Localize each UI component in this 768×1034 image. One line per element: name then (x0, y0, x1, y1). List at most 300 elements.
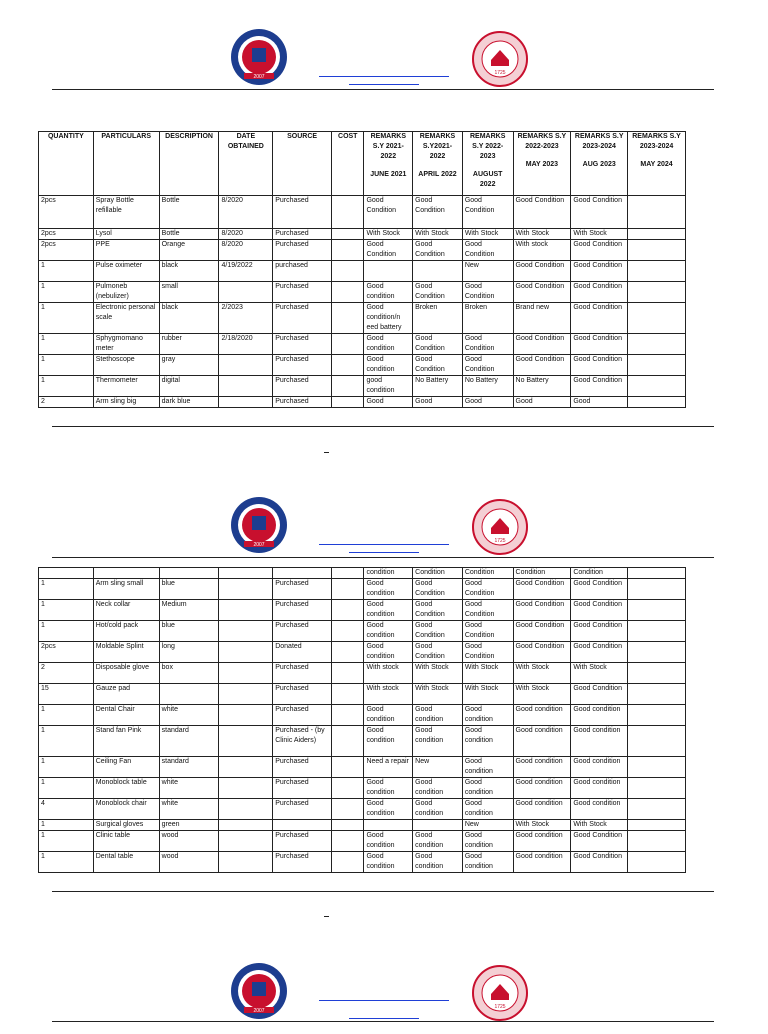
header-link-line[interactable] (319, 1000, 449, 1001)
cell-source: Purchased (273, 355, 332, 376)
cell-description: wood (159, 831, 219, 852)
cell-remarks-3: Good (462, 397, 513, 408)
cell-remarks-6 (628, 778, 686, 799)
cell-remarks-4: Good Condition (513, 334, 571, 355)
cell-remarks-5: With Stock (571, 820, 628, 831)
cell-cost (332, 726, 364, 757)
cell-remarks-2: Good condition (413, 831, 463, 852)
cell-particulars: Pulse oximeter (93, 261, 159, 282)
cell-description: rubber (159, 334, 219, 355)
svg-text:1725: 1725 (494, 538, 506, 544)
cell-date-obtained (219, 778, 273, 799)
cell-remarks-4: Good condition (513, 799, 571, 820)
cell-source: Purchased (273, 334, 332, 355)
cell-remarks-3: Good Condition (462, 282, 513, 303)
cell-quantity: 1 (39, 831, 94, 852)
col-remarks-6 (628, 132, 686, 196)
cell-description: white (159, 799, 219, 820)
cell-source (273, 820, 332, 831)
cell-remarks-1: Good condition (364, 799, 413, 820)
cell-cost (332, 757, 364, 778)
cell-source: Purchased (273, 579, 332, 600)
footer-rule (52, 426, 714, 427)
cell-remarks-6 (628, 376, 686, 397)
cell-remarks-5: Good Condition (571, 600, 628, 621)
remarks-sy: REMARKS S.Y 2021-2022 (370, 133, 406, 160)
cell-remarks-4: With stock (513, 240, 571, 261)
cell-remarks-1: Good (364, 397, 413, 408)
cell-cost (332, 303, 364, 334)
cell-remarks-3: Good Condition (462, 642, 513, 663)
col-particulars: PARTICULARS (93, 132, 159, 196)
cell-date-obtained: 2/18/2020 (219, 334, 273, 355)
cell-cost (332, 282, 364, 303)
cell-date-obtained (219, 282, 273, 303)
cell-quantity: 2 (39, 397, 94, 408)
cell-remarks-2: Good Condition (413, 600, 463, 621)
cell-remarks-6 (628, 568, 686, 579)
cell-description: green (159, 820, 219, 831)
cell-remarks-3: Good Condition (462, 196, 513, 229)
cell-remarks-2: Good condition (413, 726, 463, 757)
cell-remarks-6 (628, 684, 686, 705)
cell-particulars: Stethoscope (93, 355, 159, 376)
school-seal-logo (230, 962, 288, 1020)
cell-particulars: Disposable glove (93, 663, 159, 684)
cell-date-obtained (219, 663, 273, 684)
cell-date-obtained: 4/19/2022 (219, 261, 273, 282)
cell-remarks-1: Good condition (364, 831, 413, 852)
cell-description: white (159, 705, 219, 726)
table-row (39, 684, 686, 705)
cell-remarks-1 (364, 820, 413, 831)
cell-description: long (159, 642, 219, 663)
table-row (39, 820, 686, 831)
cell-particulars: Ceiling Fan (93, 757, 159, 778)
cell-remarks-3: With Stock (462, 684, 513, 705)
cell-remarks-4: Good Condition (513, 600, 571, 621)
cell-description: standard (159, 726, 219, 757)
table-row (39, 642, 686, 663)
col-remarks-4 (513, 132, 571, 196)
table-header-row (39, 132, 686, 196)
cell-particulars: Arm sling small (93, 579, 159, 600)
cell-remarks-6 (628, 799, 686, 820)
cell-particulars: PPE (93, 240, 159, 261)
cell-remarks-1: Good condition (364, 334, 413, 355)
cell-particulars: Spray Bottle refillable (93, 196, 159, 229)
cell-remarks-3: New (462, 820, 513, 831)
cell-remarks-3: Good condition (462, 852, 513, 873)
cell-date-obtained (219, 705, 273, 726)
cell-remarks-2 (413, 820, 463, 831)
cell-remarks-1: Good condition (364, 642, 413, 663)
table-row (39, 303, 686, 334)
cell-remarks-4: No Battery (513, 376, 571, 397)
cell-quantity: 4 (39, 799, 94, 820)
cell-description: standard (159, 757, 219, 778)
header-link-line[interactable] (349, 1018, 419, 1019)
cell-remarks-4: Good Condition (513, 579, 571, 600)
cell-remarks-5: Good condition (571, 705, 628, 726)
cell-remarks-1: condition (364, 568, 413, 579)
col-date-obtained: DATE OBTAINED (219, 132, 273, 196)
cell-remarks-1: Good Condition (364, 240, 413, 261)
table-row (39, 240, 686, 261)
cell-remarks-2: With Stock (413, 684, 463, 705)
cell-particulars: Dental Chair (93, 705, 159, 726)
cell-date-obtained (219, 568, 273, 579)
cell-source: Purchased (273, 303, 332, 334)
cell-remarks-2: No Battery (413, 376, 463, 397)
cell-remarks-2: Good Condition (413, 355, 463, 376)
cell-remarks-6 (628, 303, 686, 334)
table-row (39, 831, 686, 852)
cell-remarks-6 (628, 282, 686, 303)
cell-cost (332, 684, 364, 705)
cell-remarks-3: Good condition (462, 831, 513, 852)
cell-remarks-5: Good Condition (571, 642, 628, 663)
cell-description: Medium (159, 600, 219, 621)
table-row (39, 799, 686, 820)
remarks-sy: REMARKS S.Y 2022-2023 (517, 133, 567, 150)
cell-remarks-4: With Stock (513, 229, 571, 240)
cell-quantity: 1 (39, 778, 94, 799)
cell-remarks-1: With Stock (364, 229, 413, 240)
cell-remarks-6 (628, 663, 686, 684)
cell-quantity: 1 (39, 621, 94, 642)
col-cost: COST (332, 132, 364, 196)
cell-source: Purchased (273, 663, 332, 684)
col-description: DESCRIPTION (159, 132, 219, 196)
cell-remarks-5: Good Condition (571, 282, 628, 303)
cell-remarks-2: Good Condition (413, 334, 463, 355)
cell-source: Purchased (273, 196, 332, 229)
cell-cost (332, 568, 364, 579)
cell-remarks-2: Good condition (413, 705, 463, 726)
cell-remarks-4: Good (513, 397, 571, 408)
cell-date-obtained (219, 684, 273, 705)
header-link-line[interactable] (319, 544, 449, 545)
cell-remarks-2: Good Condition (413, 240, 463, 261)
table-row (39, 621, 686, 642)
cell-particulars: Dental table (93, 852, 159, 873)
header-rule (52, 1021, 714, 1022)
cell-description: white (159, 778, 219, 799)
cell-date-obtained: 8/2020 (219, 240, 273, 261)
cell-date-obtained: 8/2020 (219, 196, 273, 229)
cell-quantity: 1 (39, 355, 94, 376)
cell-quantity: 2 (39, 663, 94, 684)
table-row (39, 568, 686, 579)
cell-quantity: 2pcs (39, 196, 94, 229)
cell-source: purchased (273, 261, 332, 282)
cell-remarks-1: Good Condition (364, 196, 413, 229)
cell-remarks-5: Good condition (571, 799, 628, 820)
cell-remarks-6 (628, 240, 686, 261)
page-header-3 (0, 934, 768, 1034)
table-row (39, 282, 686, 303)
cell-cost (332, 663, 364, 684)
cell-source: Purchased (273, 831, 332, 852)
cell-cost (332, 229, 364, 240)
col-remarks-3 (462, 132, 513, 196)
cell-quantity: 1 (39, 579, 94, 600)
cell-description: blue (159, 621, 219, 642)
cell-quantity: 1 (39, 261, 94, 282)
cell-remarks-2: With Stock (413, 663, 463, 684)
cell-remarks-1: Good condition (364, 705, 413, 726)
table-row (39, 705, 686, 726)
cell-quantity: 1 (39, 757, 94, 778)
cell-remarks-4: Good condition (513, 778, 571, 799)
cell-particulars (93, 568, 159, 579)
cell-remarks-6 (628, 397, 686, 408)
cell-source: Purchased (273, 684, 332, 705)
cell-remarks-3: Good condition (462, 778, 513, 799)
cell-remarks-3: No Battery (462, 376, 513, 397)
cell-cost (332, 778, 364, 799)
cell-remarks-1: Good condition (364, 852, 413, 873)
cell-source: Purchased (273, 397, 332, 408)
cell-particulars: Electronic personal scale (93, 303, 159, 334)
cell-remarks-3: With Stock (462, 663, 513, 684)
cell-remarks-1: With stock (364, 663, 413, 684)
cell-remarks-4: Good Condition (513, 621, 571, 642)
cell-description: digital (159, 376, 219, 397)
cell-source: Purchased (273, 705, 332, 726)
remarks-month: AUGUST 2022 (472, 171, 503, 188)
cell-particulars: Arm sling big (93, 397, 159, 408)
cell-quantity: 1 (39, 705, 94, 726)
cell-remarks-4: Condition (513, 568, 571, 579)
cell-remarks-5: Good Condition (571, 376, 628, 397)
table-row (39, 334, 686, 355)
cell-remarks-1: good condition (364, 376, 413, 397)
table-row (39, 261, 686, 282)
cell-cost (332, 355, 364, 376)
cell-cost (332, 820, 364, 831)
table-row (39, 579, 686, 600)
cell-quantity: 1 (39, 852, 94, 873)
cell-remarks-5: Good Condition (571, 240, 628, 261)
remarks-month: MAY 2024 (640, 161, 673, 168)
header-link-line[interactable] (349, 552, 419, 553)
svg-text:1725: 1725 (494, 1004, 506, 1010)
cell-remarks-3: Good condition (462, 726, 513, 757)
cell-remarks-1: Good condition (364, 600, 413, 621)
cell-description: black (159, 303, 219, 334)
cell-remarks-3: Good Condition (462, 240, 513, 261)
cell-remarks-4: With Stock (513, 820, 571, 831)
cell-remarks-3: Good Condition (462, 355, 513, 376)
cell-remarks-1: Good condition (364, 355, 413, 376)
cell-quantity: 2pcs (39, 229, 94, 240)
cell-remarks-6 (628, 726, 686, 757)
cell-description: blue (159, 579, 219, 600)
cell-description: black (159, 261, 219, 282)
page-separator (324, 916, 329, 917)
remarks-sy: REMARKS S.Y 2022-2023 (469, 133, 506, 160)
cell-remarks-2: Broken (413, 303, 463, 334)
remarks-sy: REMARKS S.Y2021-2022 (419, 133, 456, 160)
col-remarks-1 (364, 132, 413, 196)
cell-remarks-2: Good Condition (413, 282, 463, 303)
table-body-2 (39, 568, 686, 873)
cell-remarks-3: Good Condition (462, 600, 513, 621)
cell-description: Bottle (159, 196, 219, 229)
cell-description: box (159, 663, 219, 684)
cell-remarks-4: Good Condition (513, 261, 571, 282)
cell-source: Purchased (273, 799, 332, 820)
cell-remarks-6 (628, 579, 686, 600)
cell-date-obtained (219, 799, 273, 820)
cell-cost (332, 376, 364, 397)
cell-remarks-1: Good condition (364, 621, 413, 642)
cell-particulars: Surgical gloves (93, 820, 159, 831)
cell-description: small (159, 282, 219, 303)
cell-remarks-6 (628, 852, 686, 873)
cell-date-obtained (219, 621, 273, 642)
cell-date-obtained (219, 579, 273, 600)
cell-description (159, 568, 219, 579)
table-row (39, 852, 686, 873)
cell-remarks-4: Good condition (513, 831, 571, 852)
table-row (39, 397, 686, 408)
cell-remarks-5: Good Condition (571, 261, 628, 282)
col-quantity: QUANTITY (39, 132, 94, 196)
page-header-1 (0, 0, 768, 100)
svg-text:2007: 2007 (253, 1008, 265, 1014)
cell-cost (332, 852, 364, 873)
cell-particulars: Clinic table (93, 831, 159, 852)
cell-remarks-2: Good Condition (413, 196, 463, 229)
header-link-line[interactable] (349, 84, 419, 85)
remarks-sy: REMARKS S.Y 2023-2024 (632, 133, 681, 150)
cell-quantity: 2pcs (39, 240, 94, 261)
cell-date-obtained (219, 600, 273, 621)
cell-date-obtained (219, 397, 273, 408)
cell-date-obtained (219, 820, 273, 831)
cell-cost (332, 334, 364, 355)
cell-remarks-1: Good condition (364, 778, 413, 799)
table-row (39, 196, 686, 229)
cell-remarks-3: New (462, 261, 513, 282)
cell-remarks-2: With Stock (413, 229, 463, 240)
table-row (39, 600, 686, 621)
cell-description: wood (159, 852, 219, 873)
cell-date-obtained: 8/2020 (219, 229, 273, 240)
cell-remarks-5: Good condition (571, 726, 628, 757)
cell-remarks-5: With Stock (571, 663, 628, 684)
cell-source: Purchased - (by Clinic Aiders) (273, 726, 332, 757)
remarks-month: AUG 2023 (582, 161, 616, 168)
cell-remarks-2: Good condition (413, 778, 463, 799)
col-remarks-2 (413, 132, 463, 196)
footer-rule (52, 891, 714, 892)
cell-remarks-6 (628, 196, 686, 229)
cell-cost (332, 600, 364, 621)
cell-remarks-1: Good condition (364, 282, 413, 303)
cell-remarks-5: Good condition (571, 778, 628, 799)
page-header-2 (0, 468, 768, 568)
cell-cost (332, 579, 364, 600)
page-separator (324, 452, 329, 453)
table-row (39, 355, 686, 376)
svg-text:2007: 2007 (253, 542, 265, 548)
cell-remarks-1: Good condition (364, 726, 413, 757)
cell-remarks-1: Good condition/n eed battery (364, 303, 413, 334)
cell-date-obtained (219, 642, 273, 663)
table-row (39, 229, 686, 240)
table-row (39, 376, 686, 397)
cell-cost (332, 240, 364, 261)
congregation-seal-logo (471, 30, 529, 88)
cell-remarks-6 (628, 642, 686, 663)
cell-remarks-4: Good condition (513, 852, 571, 873)
cell-source: Purchased (273, 240, 332, 261)
cell-remarks-5: Good Condition (571, 831, 628, 852)
cell-remarks-6 (628, 334, 686, 355)
cell-description: dark blue (159, 397, 219, 408)
cell-remarks-5: With Stock (571, 229, 628, 240)
cell-source: Purchased (273, 600, 332, 621)
cell-source: Purchased (273, 282, 332, 303)
cell-source: Purchased (273, 852, 332, 873)
cell-remarks-3: Condition (462, 568, 513, 579)
cell-remarks-2: New (413, 757, 463, 778)
cell-cost (332, 196, 364, 229)
cell-quantity: 15 (39, 684, 94, 705)
cell-remarks-1: Good condition (364, 579, 413, 600)
cell-remarks-3: Good condition (462, 705, 513, 726)
table-row (39, 757, 686, 778)
cell-cost (332, 799, 364, 820)
table-row (39, 663, 686, 684)
cell-source: Purchased (273, 778, 332, 799)
cell-source: Purchased (273, 229, 332, 240)
cell-remarks-4: Good condition (513, 757, 571, 778)
cell-remarks-4: Good condition (513, 726, 571, 757)
cell-quantity (39, 568, 94, 579)
cell-description: Orange (159, 240, 219, 261)
cell-particulars: Moldable Splint (93, 642, 159, 663)
cell-date-obtained (219, 355, 273, 376)
inventory-table-2 (38, 567, 686, 873)
cell-remarks-6 (628, 261, 686, 282)
cell-remarks-5: Good (571, 397, 628, 408)
cell-cost (332, 642, 364, 663)
cell-remarks-4: Good condition (513, 705, 571, 726)
cell-remarks-3: Good condition (462, 757, 513, 778)
cell-remarks-6 (628, 229, 686, 240)
cell-remarks-6 (628, 820, 686, 831)
cell-remarks-2: Good (413, 397, 463, 408)
cell-remarks-3: Broken (462, 303, 513, 334)
svg-text:2007: 2007 (253, 74, 265, 80)
cell-remarks-6 (628, 600, 686, 621)
cell-particulars: Neck collar (93, 600, 159, 621)
cell-date-obtained (219, 376, 273, 397)
remarks-month: JUNE 2021 (370, 171, 407, 178)
cell-particulars: Monoblock chair (93, 799, 159, 820)
header-link-line[interactable] (319, 76, 449, 77)
cell-particulars: Monoblock table (93, 778, 159, 799)
cell-remarks-5: Good condition (571, 757, 628, 778)
table-row (39, 778, 686, 799)
cell-remarks-4: Brand new (513, 303, 571, 334)
cell-remarks-6 (628, 621, 686, 642)
